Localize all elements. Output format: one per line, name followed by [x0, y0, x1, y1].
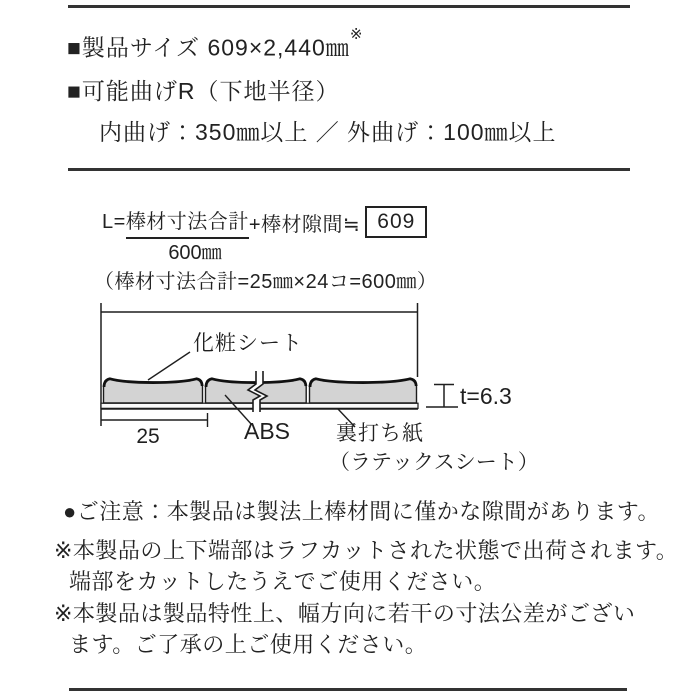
thickness-label: t=6.3	[460, 383, 512, 409]
divider-top	[68, 5, 630, 8]
footnote-marker: ※	[349, 26, 363, 43]
backing-paper-label: 裏打ち紙	[336, 422, 424, 445]
divider-middle	[68, 168, 630, 171]
remark-rough-cut-line2: 端部をカットしたうえでご使用ください。	[69, 569, 497, 594]
formula-lhs: L=	[102, 210, 126, 233]
length-formula	[102, 206, 427, 238]
backing-paper-sub-label: （ラテックスシート）	[329, 451, 539, 474]
formula-note: （棒材寸法合計=25㎜×24コ=600㎜）	[94, 271, 438, 293]
remark-rough-cut-line1: ※本製品の上下端部はラフカットされた状態で出荷されます。	[54, 538, 679, 563]
slat-width-label: 25	[136, 425, 160, 448]
remark-tolerance-line2: ます。ご了承の上ご使用ください。	[69, 632, 428, 657]
thickness-dimension	[426, 385, 458, 408]
slat-1	[104, 379, 203, 403]
formula-denominator: 600㎜	[168, 242, 222, 264]
bend-radius-values: 内曲げ：350㎜以上 ／ 外曲げ：100㎜以上	[99, 119, 557, 145]
decorative-sheet-label: 化粧シート	[193, 332, 303, 355]
remark-tolerance-line1: ※本製品は製品特性上、幅方向に若干の寸法公差がござい	[54, 601, 636, 626]
product-size-line	[67, 26, 363, 61]
cross-section-diagram	[0, 300, 700, 510]
formula-rest: +棒材隙間≒	[248, 213, 361, 236]
bend-radius-heading: ■可能曲げR（下地半径）	[67, 78, 340, 104]
divider-bottom	[69, 688, 627, 691]
slat-3	[310, 379, 417, 403]
caution-note: ●ご注意：本製品は製法上棒材間に僅かな隙間があります。	[63, 499, 661, 524]
product-size-text: ■製品サイズ 609×2,440㎜	[67, 34, 350, 61]
core-label: ABS	[243, 418, 291, 444]
formula-result-box: 609	[365, 206, 427, 238]
formula-numerator: 棒材寸法合計	[126, 205, 249, 239]
decorative-sheet-leader	[148, 352, 190, 380]
